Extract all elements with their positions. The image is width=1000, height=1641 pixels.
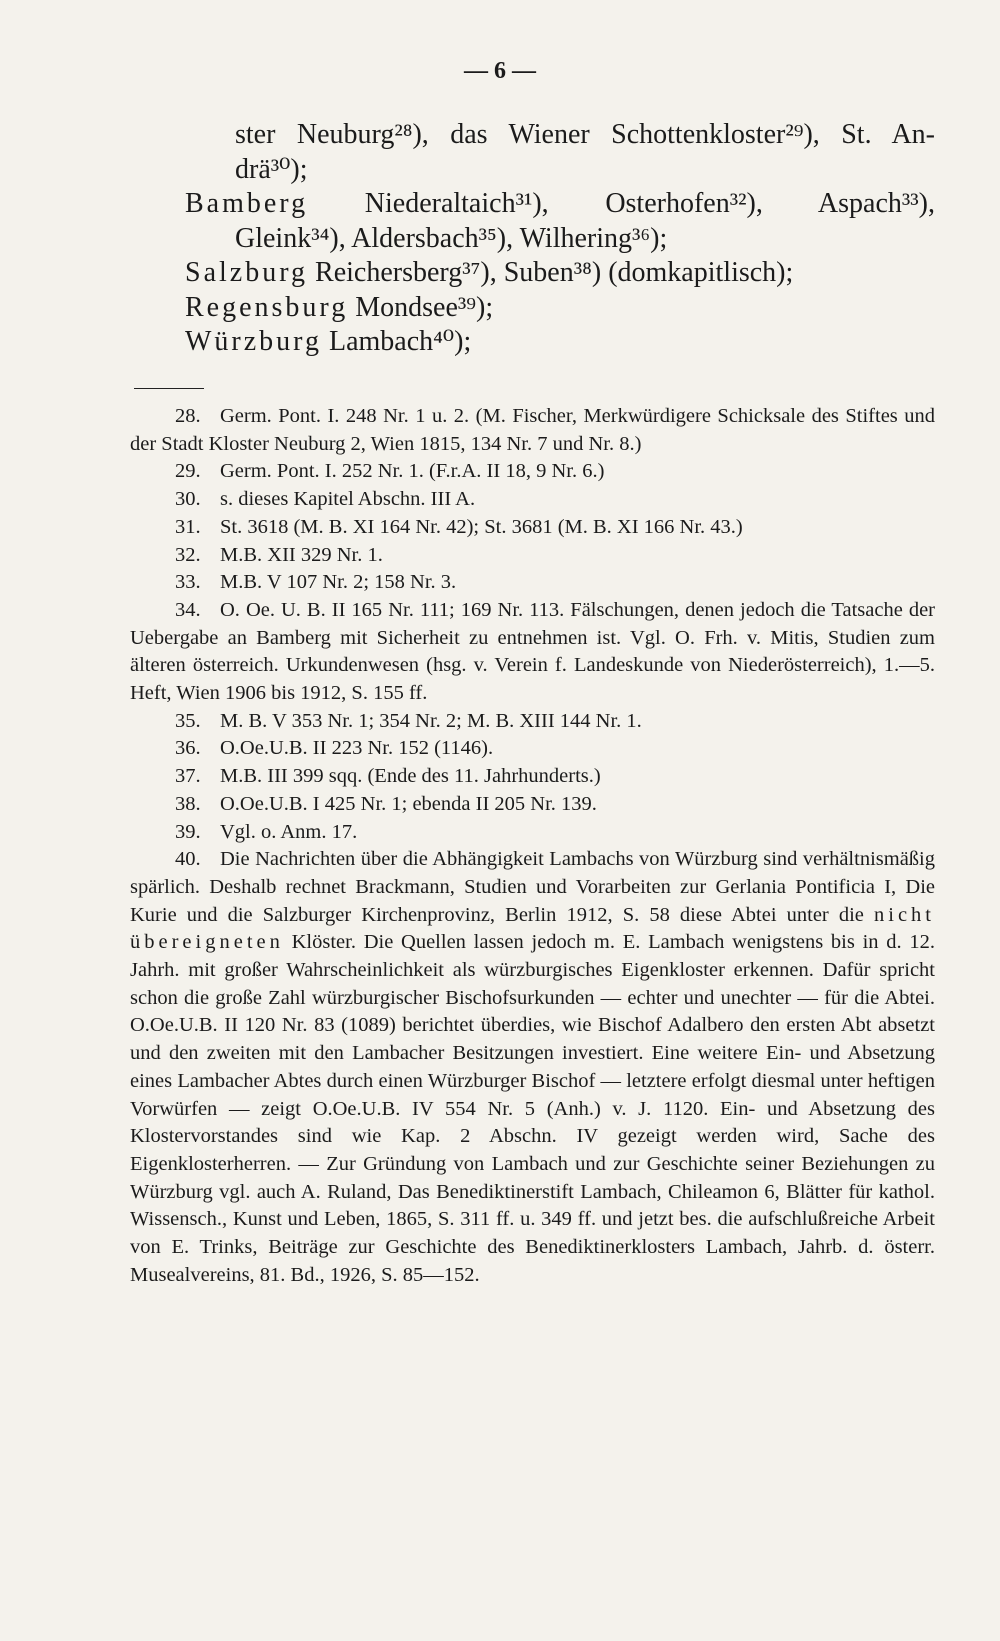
footnote: 37. M.B. III 399 sqq. (Ende des 11. Jahrhunderts.) (175, 765, 601, 788)
spaced-emphasis: nicht übereigneten (130, 903, 935, 954)
footnote: 40. Die Nachrichten über die Abhängigkeit Lambachs von Würzburg sind verhältnismäßig spärlich. Deshalb rechnet Brackmann, Studien und Vorarbeiten zur Gerlania Pontificia I, Die Kurie und die Salzburger Kirchenprovinz, Berlin 1912, S. 58 diese Abtei unter die nicht übereigneten Klöster. Die Quellen lassen jedoch m. E. Lambach wenigstens bis in d. 12. Jahrh. mit großer Wahrscheinlichkeit als würzburgisches Eigenkloster erkennen. Dafür spricht schon die große Zahl würzburgischer Bischofsurkunden — echter und unechter — für die Abtei. O.Oe.U.B. II 120 Nr. 83 (1089) berichtet überdies, wie Bischof Adalbero den ersten Abt absetzt und den zweiten mit den Lambacher Besitzungen investiert. Eine weitere Ein- und Absetzung eines Lambacher Abtes durch einen Würzburger Bischof — letztere erfolgt diesmal unter heftigen Vorwürfen — zeigt O.Oe.U.B. IV 554 Nr. 5 (Anh.) v. J. 1120. Ein- und Absetzung des Klostervorstandes sind wie Kap. 2 Abschn. IV gezeigt werden wird, Sache des Eigenklosterherren. — Zur Gründung von Lambach und zur Geschichte seiner Beziehungen zu Würzburg vgl. auch A. Ruland, Das Benediktinerstift Lambach, Chileamon 6, Blätter für kathol. Wissensch., Kunst und Leben, 1865, S. 311 ff. u. 349 ff. und jetzt bes. die aufschlußreiche Arbeit von E. Trinks, Beiträge zur Geschichte des Benediktinerklosters Lambach, Jahrb. d. österr. Musealvereins, 81. Bd., 1926, S. 85—152. (130, 848, 935, 1286)
page-number: — 6 — (464, 58, 536, 84)
footnote: 33. M.B. V 107 Nr. 2; 158 Nr. 3. (175, 571, 457, 594)
diocese-regensburg: Regensburg (185, 291, 349, 323)
main-line-2: drä³⁰); (235, 153, 308, 185)
main-line-bamberg (185, 187, 935, 222)
footnote: 35. M. B. V 353 Nr. 1; 354 Nr. 2; M. B. XIII 144 Nr. 1. (175, 709, 642, 732)
salzburg-monasteries: Reichersberg³⁷), Suben³⁸) (domkapitlisch); (308, 257, 794, 288)
diocese-wuerzburg: Würzburg (185, 326, 322, 357)
bamberg-monasteries: Niederaltaich³¹), Osterhofen³²), Aspach³³), (308, 188, 935, 219)
diocese-salzburg: Salzburg (185, 257, 309, 288)
footnote: 29. Germ. Pont. I. 252 Nr. 1. (F.r.A. II 18, 9 Nr. 6.) (175, 460, 605, 483)
main-line-salzburg (185, 256, 935, 291)
footnote: 32. M.B. XII 329 Nr. 1. (175, 543, 383, 566)
footnote: 30. s. dieses Kapitel Abschn. III A. (175, 488, 476, 511)
wuerzburg-monasteries: Lambach⁴⁰); (322, 326, 472, 357)
footnote: 38. O.Oe.U.B. I 425 Nr. 1; ebenda II 205 Nr. 139. (175, 792, 597, 815)
footnote: 39. Vgl. o. Anm. 17. (175, 820, 358, 843)
footnote-divider (134, 388, 204, 389)
main-line-bamberg-2: Gleink³⁴), Aldersbach³⁵), Wilhering³⁶); (235, 222, 668, 254)
main-line-wuerzburg (185, 325, 935, 360)
footnote: 34. O. Oe. U. B. II 165 Nr. 111; 169 Nr. 113. Fälschungen, denen jedoch die Tatsache der Uebergabe an Bamberg mit Sicherheit zu entnehmen ist. Vgl. O. Frh. v. Mitis, Studien zum älteren österreich. Urkundenwesen (hsg. v. Verein f. Landeskunde von Niederösterreich), 1.—5. Heft, Wien 1906 bis 1912, S. 155 ff. (130, 598, 935, 705)
footnotes (130, 403, 935, 1290)
main-line-1: ster Neuburg²⁸), das Wiener Schottenkloster²⁹), St. An- (235, 119, 935, 150)
footnote: 36. O.Oe.U.B. II 223 Nr. 152 (1146). (175, 737, 494, 760)
regensburg-monasteries: Mondsee³⁹); (348, 291, 494, 323)
main-line-regensburg (185, 291, 935, 326)
diocese-bamberg: Bamberg (185, 188, 309, 219)
main-text (185, 118, 935, 360)
footnote: 28. Germ. Pont. I. 248 Nr. 1 u. 2. (M. Fischer, Merkwürdigere Schicksale des Stiftes und der Stadt Kloster Neuburg 2, Wien 1815, 134 Nr. 7 und Nr. 8.) (130, 405, 935, 455)
footnote: 31. St. 3618 (M. B. XI 164 Nr. 42); St. 3681 (M. B. XI 166 Nr. 43.) (175, 515, 743, 538)
